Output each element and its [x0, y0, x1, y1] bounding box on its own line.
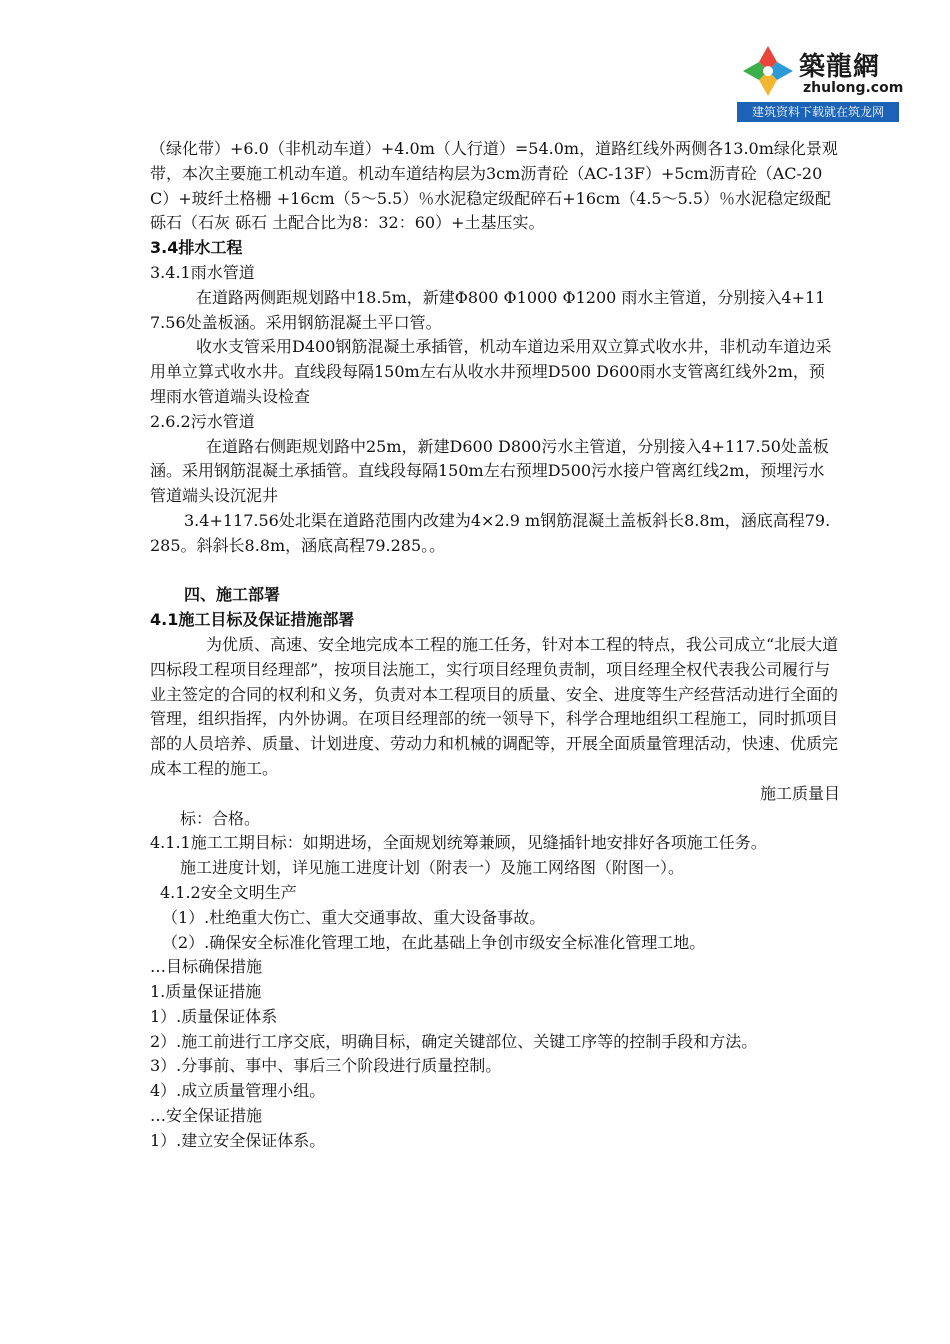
paragraph: （绿化带）+6.0（非机动车道）+4.0m（人行道）=54.0m，道路红线外两侧各13.0m绿化景观带，本次主要施工机动车道。机动车道结构层为3cm沥青砼（AC-13F）+5cm沥青砼（AC-20C）+玻纤土格栅 +16cm（5～5.5）％水泥稳定级配碎石+16cm（4.5～5.5）％水泥稳定级配砾石（石灰 砾石 土配合比为8：32：60）+土基压实。: [150, 139, 838, 233]
paragraph: 1）.建立安全保证体系。: [150, 1130, 326, 1150]
paragraph: …目标确保措施: [150, 957, 263, 977]
logo-domain: zhulong.com: [803, 80, 904, 96]
section-heading: 4.1施工目标及保证措施部署: [150, 610, 355, 630]
paragraph: （2）.确保安全标准化管理工地，在此基础上争创市级安全标准化管理工地。: [162, 932, 706, 952]
paragraph: 2.6.2污水管道: [150, 411, 255, 431]
zhulong-logo-icon: [741, 44, 795, 98]
paragraph: 标：合格。: [180, 808, 261, 828]
logo-chinese-name: 築龍網: [799, 52, 881, 82]
paragraph: …安全保证措施: [150, 1106, 263, 1126]
section-heading: 3.4排水工程: [150, 238, 243, 258]
paragraph: 收水支管采用D400钢筋混凝土承插管，机动车道边采用双立算式收水井，非机动车道边采用单立算式收水井。直线段每隔150m左右从收水井预埋D500 D600雨水支管离红线外2m，预埋雨水管道端头设检查: [150, 337, 832, 406]
logo-slogan: 建筑资料下载就在筑龙网: [737, 102, 899, 122]
paragraph: 4）.成立质量管理小组。: [150, 1081, 326, 1101]
paragraph: 3.4+117.56处北渠在道路范围内改建为4×2.9 m钢筋混凝土盖板斜长8.8m，涵底高程79.285。斜斜长8.8m，涵底高程79.285。。: [150, 510, 831, 555]
paragraph: 2）.施工前进行工序交底，明确目标，确定关键部位、关键工序等的控制手段和方法。: [150, 1031, 758, 1051]
paragraph: 4.1.1施工工期目标：如期进场，全面规划统筹兼顾，见缝插针地安排好各项施工任务。: [150, 833, 767, 853]
paragraph: 为优质、高速、安全地完成本工程的施工任务，针对本工程的特点，我公司成立“北辰大道四标段工程项目经理部”，按项目法施工，实行项目经理负责制，项目经理全权代表我公司履行与业主签定的合同的权利和义务，负责对本工程项目的质量、安全、进度等生产经营活动进行全面的管理，组织指挥，内外协调。在项目经理部的统一领导下，科学合理地组织工程施工，同时抓项目部的人员培养、质量、计划进度、劳动力和机械的调配等，开展全面质量管理活动，快速、优质完成本工程的施工。: [150, 634, 839, 778]
paragraph: 4.1.2安全文明生产: [160, 882, 297, 902]
zhulong-logo: [735, 40, 904, 124]
paragraph: 在道路右侧距规划路中25m，新建D600 D800污水主管道，分别接入4+117.50处盖板涵。采用钢筋混凝土承插管。直线段每隔150m左右预埋D500污水接户管离红线2m，预埋污水管道端头设沉泥井: [150, 436, 829, 506]
paragraph: 1.质量保证措施: [150, 982, 262, 1002]
paragraph: 1）.质量保证体系: [150, 1006, 278, 1026]
section-heading: 四、施工部署: [184, 585, 281, 605]
paragraph: 3.4.1雨水管道: [150, 262, 255, 282]
paragraph: 施工质量目: [759, 783, 840, 803]
paragraph: 在道路两侧距规划路中18.5m，新建Φ800 Φ1000 Φ1200 雨水主管道，分别接入4+117.56处盖板涵。采用钢筋混凝土平口管。: [150, 287, 826, 332]
paragraph: 3）.分事前、事中、事后三个阶段进行质量控制。: [150, 1056, 502, 1076]
document-body: [150, 137, 840, 1154]
paragraph: 施工进度计划，详见施工进度计划（附表一）及施工网络图（附图一）。: [180, 858, 685, 878]
blank-line: [150, 559, 840, 584]
paragraph: （1）.杜绝重大伤亡、重大交通事故、重大设备事故。: [162, 907, 546, 927]
